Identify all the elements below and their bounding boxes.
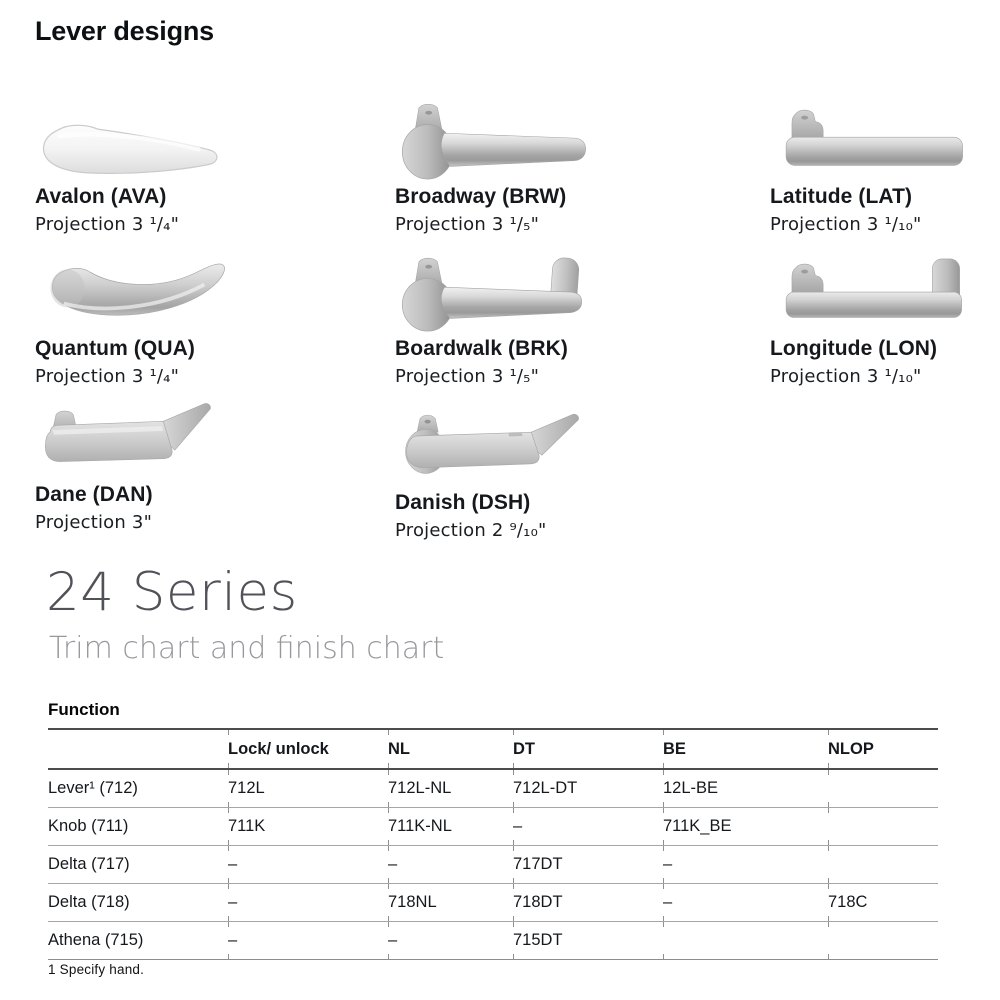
table-row [48, 922, 938, 960]
lever-card-dane [35, 398, 375, 533]
table-cell: – [388, 922, 513, 960]
broadway-lever-icon [395, 100, 735, 182]
table-cell: 711K [228, 808, 388, 846]
table-cell: 712L-DT [513, 769, 663, 808]
lever-name: Latitude (LAT) [770, 185, 913, 208]
table-cell: 718DT [513, 884, 663, 922]
table-row [48, 808, 938, 846]
function-cell: Delta (717) [48, 846, 228, 884]
avalon-lever-icon [35, 100, 375, 182]
lever-card-broadway [395, 100, 735, 235]
table-cell: 718C [828, 884, 938, 922]
series-subtitle: Trim chart and finish chart [49, 631, 445, 666]
page-title: Lever designs [35, 16, 214, 46]
lever-name: Quantum (QUA) [35, 337, 195, 360]
table-header-cell: NLOP [828, 729, 938, 769]
lever-card-latitude [770, 100, 1000, 235]
function-cell: Athena (715) [48, 922, 228, 960]
longitude-lever-icon [770, 252, 1000, 334]
table-cell [828, 769, 938, 808]
footnote: 1 Specify hand. [48, 962, 145, 977]
table-cell: 715DT [513, 922, 663, 960]
table-row [48, 884, 938, 922]
table-header-row [48, 729, 938, 769]
boardwalk-lever-icon [395, 252, 735, 334]
table-cell: 12L-BE [663, 769, 828, 808]
dane-lever-icon [35, 398, 375, 480]
table-cell: – [228, 922, 388, 960]
function-cell: Knob (711) [48, 808, 228, 846]
lever-projection: Projection 3 ¹/₁₀" [770, 366, 922, 387]
lever-card-longitude [770, 252, 1000, 387]
table-header-cell [48, 729, 228, 769]
table-header-cell: DT [513, 729, 663, 769]
table-cell: – [663, 884, 828, 922]
table-cell: 717DT [513, 846, 663, 884]
danish-lever-icon [395, 406, 735, 488]
lever-card-boardwalk [395, 252, 735, 387]
lever-name: Longitude (LON) [770, 337, 938, 360]
table-cell: 712L [228, 769, 388, 808]
table-header-cell: NL [388, 729, 513, 769]
table-cell: – [228, 884, 388, 922]
table-cell: – [663, 846, 828, 884]
table-header-cell: BE [663, 729, 828, 769]
table-cell: – [388, 846, 513, 884]
lever-projection: Projection 3" [35, 512, 153, 533]
table-cell [828, 846, 938, 884]
quantum-lever-icon [35, 252, 375, 334]
lever-name: Danish (DSH) [395, 491, 531, 514]
lever-name: Avalon (AVA) [35, 185, 167, 208]
lever-name: Dane (DAN) [35, 483, 153, 506]
latitude-lever-icon [770, 100, 1000, 182]
table-row [48, 769, 938, 808]
trim-chart-table [48, 728, 938, 960]
table-cell [663, 922, 828, 960]
lever-card-danish [395, 406, 735, 541]
function-cell: Delta (718) [48, 884, 228, 922]
table-cell: 718NL [388, 884, 513, 922]
lever-name: Boardwalk (BRK) [395, 337, 569, 360]
lever-projection: Projection 3 ¹/₄" [35, 214, 180, 235]
table-cell: – [228, 846, 388, 884]
table-cell [828, 922, 938, 960]
table-cell [828, 808, 938, 846]
lever-projection: Projection 3 ¹/₄" [35, 366, 180, 387]
table-row [48, 846, 938, 884]
lever-projection: Projection 3 ¹/₅" [395, 214, 540, 235]
lever-card-quantum [35, 252, 375, 387]
function-label: Function [48, 700, 120, 719]
lever-card-avalon [35, 100, 375, 235]
function-cell: Lever¹ (712) [48, 769, 228, 808]
table-cell: 711K_BE [663, 808, 828, 846]
lever-projection: Projection 3 ¹/₁₀" [770, 214, 922, 235]
table-cell: – [513, 808, 663, 846]
table-cell: 712L-NL [388, 769, 513, 808]
lever-projection: Projection 3 ¹/₅" [395, 366, 540, 387]
lever-name: Broadway (BRW) [395, 185, 567, 208]
table-header-cell: Lock/ unlock [228, 729, 388, 769]
lever-projection: Projection 2 ⁹/₁₀" [395, 520, 547, 541]
table-cell: 711K-NL [388, 808, 513, 846]
series-title: 24 Series [46, 562, 298, 623]
